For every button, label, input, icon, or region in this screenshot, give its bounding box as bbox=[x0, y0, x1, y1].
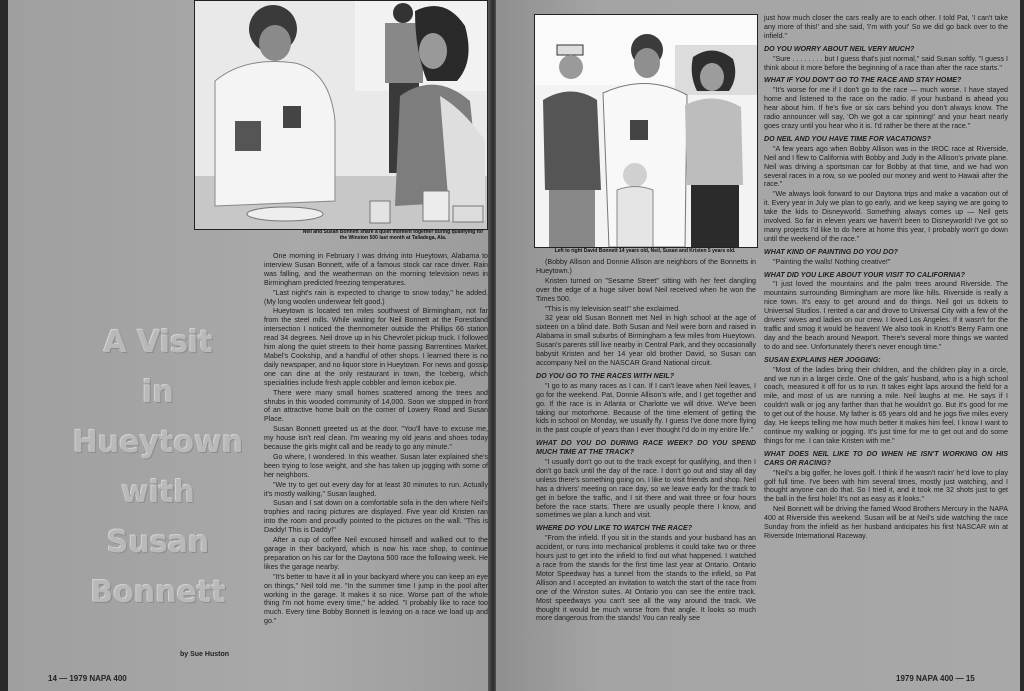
left-photo-caption: Neil and Susan Bonnett share a quiet moment together during qualifying for the Winston 500 last month at Talladega, Ala. bbox=[302, 229, 484, 241]
neil-susan-photo bbox=[194, 0, 488, 230]
title-line: Hueytown bbox=[72, 425, 244, 460]
interview-question: WHAT DO YOU DO DURING RACE WEEK? DO YOU SPEND MUCH TIME AT THE TRACK? bbox=[536, 439, 756, 457]
paragraph: just how much closer the cars really are to each other. I told Pat, 'I can't take any more of this!' and she said, 'I'm with you!' So we did go back over to the infield." bbox=[764, 14, 1008, 40]
left-page bbox=[8, 0, 490, 691]
paragraph: "I usually don't go out to the track except for qualifying, and then I don't go back until the day of the race. I don't go out and stay all day unless there's something going on. I like to visit friends and shop. Neil has a drivers' meeting on race day, so we leave early for the track to get in before the traffic, and I sit there and wait three or four hours before the race starts. There are usually people there I know, and sometimes we plan a lunch and visit. bbox=[536, 458, 756, 520]
paragraph: There were many small homes scattered among the trees and shrubs in this wooded community of 14,000. Soon we stopped in front of an attractive home built on the corner of Lowery Road and Susan Place. bbox=[264, 388, 488, 424]
paragraph: Susan and I sat down on a comfortable sofa in the den where Neil's trophies and racing pictures are displayed. Five year old Kristen ran into the room and proudly pointed to the pictures on the wall. "This is Daddy! This is Daddy!" bbox=[264, 499, 488, 535]
paragraph: "It's worse for me if I don't go to the race — much worse. I have stayed home and listened to the race on the radio. If your husband is ahead you hear about him. If he's five or six cars behind you don't always know. The radio announcer will say, 'Oh we got a car spinning!' and your heart nearly goes crazy until you hear who it is. I'd rather be there at the race." bbox=[764, 86, 1008, 130]
interview-question: DO YOU GO TO THE RACES WITH NEIL? bbox=[536, 371, 675, 380]
paragraph: (Bobby Allison and Donnie Allison are neighbors of the Bonnetts in Hueytown.) bbox=[536, 258, 756, 275]
paragraph: "I go to as many races as I can. If I can't leave when Neil leaves, I go for the weekend. Pat, Donnie Allison's wife, and I get together and go. If the race is in Atlanta or Charlotte we will drive. We've been taking our motorhome. Because of the time element of getting the kids in school on Monday, we usually fly. I guess I've done more flying in the past couple of years than I ever thought I'd do in my entire life." bbox=[536, 381, 756, 435]
interview-question: DO NEIL AND YOU HAVE TIME FOR VACATIONS? bbox=[764, 134, 931, 143]
paragraph: "Neil's a big golfer, he loves golf. I think if he wasn't racin' he'd love to play golf full time. I've been with him several times, mostly just watching, and I thought anyone can do that. So I tried it, and it took me 32 shots just to get the ball in the first hole! It's not as easy as it looks." bbox=[764, 468, 1008, 504]
title-line: with bbox=[121, 475, 195, 510]
paragraph: Hueytown is located ten miles southwest of Birmingham, not far from the steel mills. While waiting for Neil Bonnett at the Forestland intersection I noticed the thermometer outside the Phillips 66 station read 34 degrees. Neil drove up in his Chevrolet pickup truck. I followed him along the quiet streets to their home passing Barrentines Market, Mabel's Cookship, and a handful of other shops. I learned there is no daily newspaper, and no liquor store in Hueytown. For news and gossip one can dine at the only restaurant in town, the Iceberg, which specialities include fresh apple cobbler and lemon icebox pie. bbox=[264, 307, 488, 387]
paragraph: Kristen turned on "Sesame Street" sitting with her feet dangling over the edge of a huge silver bowl Neil received when he won the Times 500. bbox=[536, 276, 756, 303]
paragraph: "We always look forward to our Daytona trips and make a vacation out of it. Every year in July we plan to go early, and we keep saying we are going to take the kids to Disneyworld. Something always comes up — Neil gets involved. So far in eleven years we haven't been to Disneyworld! I've got so many projects I'd like to do here at home this year, I probably won't go down until the weekend of the race." bbox=[764, 190, 1008, 243]
interview-question: WHAT DID YOU LIKE ABOUT YOUR VISIT TO CALIFORNIA? bbox=[764, 270, 965, 279]
paragraph: "Painting the walls! Nothing creative!" bbox=[773, 257, 891, 266]
title-line: Susan bbox=[106, 525, 210, 560]
paragraph: "Most of the ladies bring their children, and the children play in a circle, and we run in a larger circle. One of the gals' husband, who is a high school coach, measured it off for us to run. It takes eight laps around the field for a mile, and most of us are running a mile. Neil laughs at me. He says if I couldn't walk or jog any farther than that he wouldn't go. But it's good for me to get out of the house. My father is 65 years old and he jogs five miles every day. He keeps telling me how much better it makes him feel. I know I want to continue my walking or jogging. It's just time for me to get out and do some things for me. I can take Kristen with me." bbox=[764, 365, 1008, 445]
paragraph: "We try to get out every day for at least 30 minutes to run. Actually it's mostly walking," Susan laughed. bbox=[264, 480, 488, 498]
right-folio: 1979 NAPA 400 — 15 bbox=[896, 674, 975, 683]
paragraph: "This is my television seat!" she exclaimed. bbox=[545, 304, 681, 313]
paragraph: Susan Bonnett greeted us at the door. "You'll have to excuse me, my house isn't real clean. I'm wearing my old jeans and shoes today because the girls might call and be ready to go any minute." bbox=[264, 425, 488, 452]
right-middle-column bbox=[536, 258, 756, 690]
title-line: in bbox=[142, 375, 174, 410]
interview-question: WHAT DOES NEIL LIKE TO DO WHEN HE ISN'T WORKING ON HIS CARS OR RACING? bbox=[764, 449, 1008, 467]
paragraph: "Sure . . . . . . . . but I guess that's just normal," said Susan softly. "I guess I think about it more before the beginning of a race than after the race starts." bbox=[764, 54, 1008, 72]
paragraph: One morning in February I was driving into Hueytown, Alabama to interview Susan Bonnett, wife of a famous stock car race driver. Rain was falling, and the weatherman on the morning television news in Birmingham predicted freezing temperatures. bbox=[264, 252, 488, 287]
interview-question: SUSAN EXPLAINS HER JOGGING: bbox=[764, 355, 881, 364]
interview-question: WHAT KIND OF PAINTING DO YOU DO? bbox=[764, 247, 898, 256]
paragraph: "I just loved the mountains and the palm trees around Riverside. The mountains surrounding Birmingham are more like hills. Riverside is really a nice town. It's easy to get around and do things. Neil got us tickets to Universal Studios. I rented a car and drove to Universal City with a few of the drivers' wives and ladies on our crew. I loved Los Angeles. If it wasn't for the traffic and smog it would be heaven! We also took in Knott's Berry Farm one day and the beach around Newport. There's several more things we wanted to do and see. Unfortunately there's never enough time." bbox=[764, 280, 1008, 351]
left-folio: 14 — 1979 NAPA 400 bbox=[48, 674, 127, 683]
article-title bbox=[63, 318, 253, 618]
title-line: A Visit bbox=[103, 325, 213, 360]
interview-question: WHAT IF YOU DON'T GO TO THE RACE AND STAY HOME? bbox=[764, 76, 962, 85]
paragraph: "It's better to have it all in your backyard where you can keep an eye on things," Neil told me. "In the summer time I jump in the pool after working in the garage. It makes it so nice. Worse part of the whole thing I'm not home every time," he added. "I probably like to race too much. Every time Bobby Bonnett is leaving on a race we load up and go." bbox=[264, 572, 488, 626]
paragraph: After a cup of coffee Neil excused himself and walked out to the garage in their backyard, which is now his race shop, to continue preparation on his car for the Daytona 500 race the following week. He likes the garage nearby. bbox=[264, 536, 488, 571]
interview-question: WHERE DO YOU LIKE TO WATCH THE RACE? bbox=[536, 524, 693, 533]
paragraph: "From the infield. If you sit in the stands and your husband has an accident, or runs into mechanical problems it could take two or three hours just to get into the infield to find out what happened. I watched a race from the stands for the first time last year at Ontario. Ontario Motor Speedway has a tunnel from the stands to the infield, so Pat Allison and I accepted an invitation to watch the start of the race from one of the Winston suites. At Ontario you can see the entire track. Most speedways you can't see all the way around the track. We thought it would be much worse from that angle. It looks so much more dangerous from the stands! You can really see bbox=[536, 534, 756, 623]
paragraph: "Last night's rain is expected to change to snow today," he added. (My long woolen underwear felt good.) bbox=[264, 288, 488, 306]
byline: by Sue Huston bbox=[180, 651, 230, 658]
paragraph: Neil Bonnett will be driving the famed Wood Brothers Mercury in the NAPA 400 at Riverside this weekend. Susan will be at Neil's side watching the race Sunday from the infield as her husband anticipates his first NASCAR win at Riverside International Raceway. bbox=[764, 505, 1008, 540]
right-outer-column bbox=[764, 14, 1008, 670]
paragraph: Go where, I wondered. In this weather. Susan later explained she's been trying to lose weight, and she has taken up jogging with some of her neighbors. bbox=[264, 452, 488, 479]
interview-question: DO YOU WORRY ABOUT NEIL VERY MUCH? bbox=[764, 44, 915, 53]
title-line: Bonnett bbox=[90, 575, 226, 610]
right-page bbox=[496, 0, 1020, 691]
left-body-column bbox=[264, 252, 488, 688]
paragraph: "A few years ago when Bobby Allison was in the IROC race at Riverside, Neil and I flew to California with Bobby and Judy in the Allison's private plane. Neil was driving a sportsman car for Bobby at that time, and we had won several races in a row, so we pooled our money and went to Hawaii after the race." bbox=[764, 144, 1008, 189]
right-photo-caption: Left to right David Bonnett 14 years old, Neil, Susan and Kristen 5 years old. bbox=[554, 248, 736, 254]
bonnett-family-photo bbox=[534, 14, 758, 248]
paragraph: 32 year old Susan Bonnett met Neil in high school at the age of sixteen on a blind date. Both Susan and Neil were born and raised in Alabama in small suburbs of Birmingham a few miles from Hueytown. Susan's parents still live nearby in Central Park, and they occasionally babysit Kristen and her 14 year old brother David, so Susan can accompany Neil on the NASCAR Grand National circuit. bbox=[536, 314, 756, 367]
